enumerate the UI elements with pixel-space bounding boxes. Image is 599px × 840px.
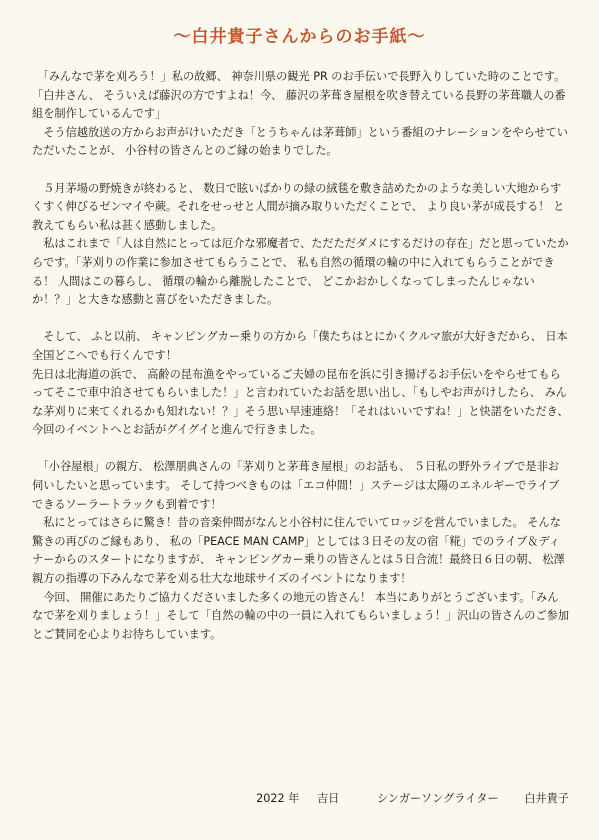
paragraph-gap [32, 161, 569, 180]
paragraph: 先日は北海道の浜で、 高齢の昆布漁をやっているご夫婦の昆布を浜に引き揚げるお手伝いをやらせてもらってそこで車中泊させてもらいました！」と言われていたお話を思い出し、「もしやお声がけしたら、 みんな茅刈りに来てくれるかも知れない！？」そう思い早速連絡！「それはいいですね！」と快諾をいただき、 今回のイベントへとお話がグイグイと進んで行きました。 [32, 367, 569, 437]
paragraph: 私にとってはさらに驚き！昔の音楽仲間がなんと小谷村に住んでいてロッジを営んでいました。 そんな驚きの再びのご縁もあり、 私の「PEACE MAN CAMP」としては３日その友の宿「糀」でのライブ＆ディナーからのスタートになりますが、 キャンピングカー乗りの皆さんとは５日合流！最終日６日の朝、 松澤親方の指導の下みんなで茅を刈る壮大な地球サイズのイベントになります！ [32, 516, 565, 586]
signature-day: 吉日 [316, 792, 340, 805]
paragraph: 「小谷屋根」の親方、 松澤朋典さんの「茅刈りと茅葺き屋根」のお話も、 ５日私の野外ライブで是非お伺いしたいと思っています。 そして持つべきものは「エコ仲間！」ステージは太陽のエネルギーでライブできるソーラートラックも到着です！ [32, 460, 560, 511]
paragraph: 「みんなで茅を刈ろう！」私の故郷、 神奈川県の観光 PR のお手伝いで長野入りしていた時のことです。「白井さん、 そういえば藤沢の方ですよね！今、 藤沢の茅葺き屋根を吹き替えている長野の茅葺職人の番組を制作しているんです」 [32, 70, 566, 121]
signature-name: 白井貴子 [524, 792, 569, 805]
paragraph: 私はこれまで「人は自然にとっては厄介な邪魔者で、ただただダメにするだけの存在」だと思っていたからです。「茅刈りの作業に参加させてもらうことで、 私も自然の循環の輪の中に入れてもらうことができる！ 人間はこの暮らし、 循環の輪から離脱したことで、 どこかおかしくなってしまったんじゃないか！？」と大きな感動と喜びをいただきました。 [32, 237, 569, 307]
letter-body [32, 68, 569, 644]
paragraph-gap [32, 310, 569, 329]
paragraph: 今回、 開催にあたりご協力くださいました多くの地元の皆さん！ 本当にありがとうございます。「みんなで茅を刈りましょう！」そして「自然の輪の中の一員に入れてもらいましょう！」沢山の皆さんのご参加とご賛同を心よりお待ちしています。 [32, 590, 570, 641]
paragraph: そして、 ふと以前、 キャンピングカー乗りの方から「僕たちはとにかくクルマ旅が大好きだから、 日本全国どこへでも行くんです！ [32, 330, 568, 362]
signature-role: シンガーソングライター [376, 792, 499, 805]
letter-signature [256, 790, 569, 806]
signature-date: 2022 年 [256, 792, 300, 805]
paragraph: そう信越放送の方からお声がけいただき「とうちゃんは茅葺師」という番組のナレーションをやらせていただいたことが、 小谷村の皆さんとのご縁の始まりでした。 [32, 125, 568, 158]
paragraph-gap [32, 440, 569, 459]
paragraph: ５月茅場の野焼きが終わると、 数日で眩いばかりの緑の絨毯を敷き詰めたかのような美しい大地からすくすく伸びるゼンマイや蕨。それをせっせと人間が摘み取りいただくことで、 より良い茅が成長する！ と教えてもらい私は甚く感動しました。 [32, 181, 565, 232]
letter-title: ～白井貴子さんからのお手紙～ [173, 27, 426, 47]
